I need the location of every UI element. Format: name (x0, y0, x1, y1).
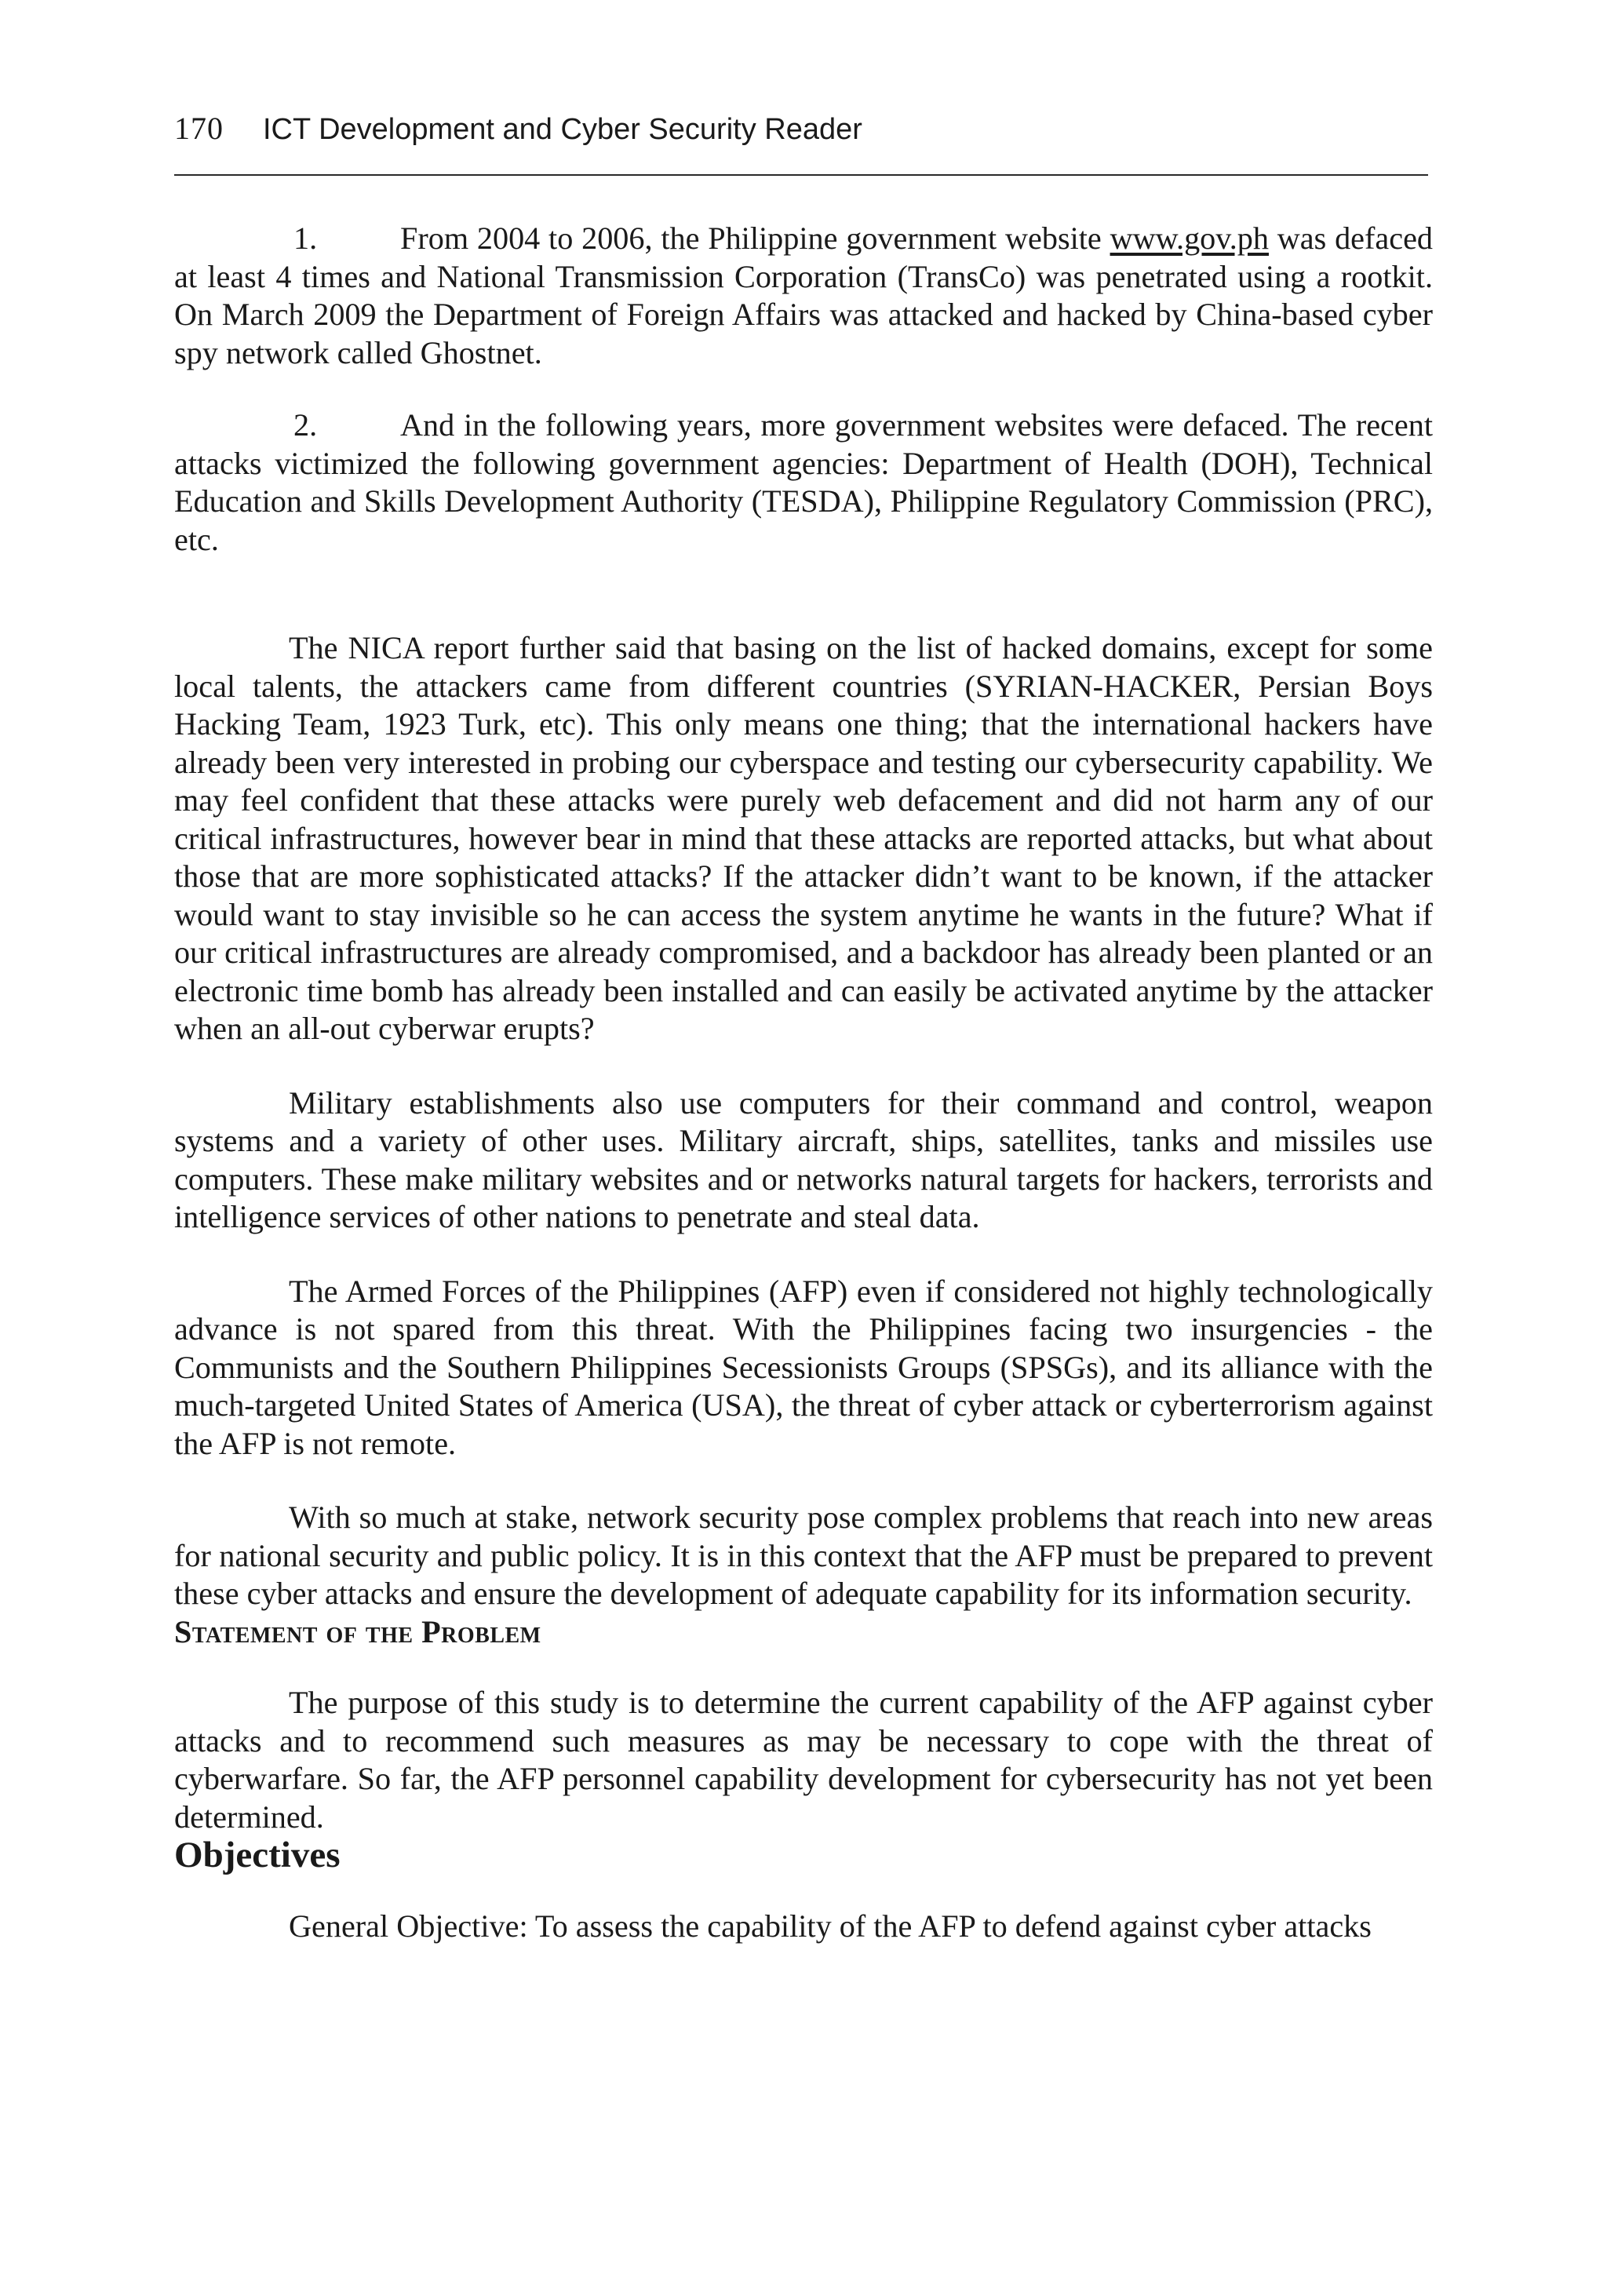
paragraph-nica-report: The NICA report further said that basing on the list of hacked domains, except for some local talents, the attackers came from different countries (SYRIAN-HACKER, Persian Boys Hacking Team, 1923 Turk, etc). This only means one thing; that the international hackers have already been very interested in probing our cyberspace and testing our cybersecurity capability. We may feel confident that these attacks were purely web defacement and did not harm any of our critical infrastructures, however bear in mind that these attacks are reported attacks, but what about those that are more sophisticated attacks? If the attacker didn’t want to be known, if the attacker would want to stay invisible so he can access the system anytime he wants in the future? What if our critical infrastructures are already compromised, and a backdoor has already been planted or an electronic time bomb has already been installed and can easily be activated anytime by the attacker when an all-out cyberwar erupts? (174, 630, 1433, 1046)
subheading-objectives: Objectives (174, 1835, 341, 1875)
page-header (174, 110, 1428, 157)
paragraph-study-purpose: The purpose of this study is to determine the current capability of the AFP against cyber attacks and to recommend such measures as may be necessary to cope with the threat of cyberwarfare. So far, the AFP personnel capability development for cybersecurity has not yet been determined. (174, 1685, 1433, 1835)
body-text (174, 220, 1433, 1945)
numbered-item-2 (174, 406, 1433, 559)
item-number: 2. (293, 407, 318, 443)
paragraph-general-objective: General Objective: To assess the capability of the AFP to defend against cyber attacks (289, 1908, 1372, 1944)
paragraph-afp-threat: The Armed Forces of the Philippines (AFP) even if considered not highly technologically advance is not spared from this threat. With the Philippines facing two insurgencies - the Communists and the Southern Philippines Secessionists Groups (SPSGs), and its alliance with the much-targeted United States of America (USA), the threat of cyber attack or cyberterrorism against the AFP is not remote. (174, 1273, 1433, 1461)
page-number: 170 (174, 111, 224, 146)
paragraph-network-security: With so much at stake, network security pose complex problems that reach into new areas for national security and public policy. It is in this context that the AFP must be prepared to prevent these cyber attacks and ensure the development of adequate capability for its information security. (174, 1500, 1433, 1611)
header-divider (174, 174, 1428, 176)
item-number: 1. (293, 220, 318, 256)
item-text-before-link: From 2004 to 2006, the Philippine government website (400, 220, 1110, 256)
section-heading-statement-of-problem: Statement of the Problem (174, 1613, 541, 1649)
paragraph-military-establishments: Military establishments also use computers for their command and control, weapon systems and a variety of other uses. Military aircraft, ships, satellites, tanks and missiles use computers. These make military websites and or networks natural targets for hackers, terrorists and intelligence services of other nations to penetrate and steal data. (174, 1084, 1433, 1234)
running-title: ICT Development and Cyber Security Reader (263, 113, 862, 146)
item-text-after-link: was defaced at least 4 times and National Transmission Corporation (TransCo) was penetrated using a rootkit. On March 2009 the Department of Foreign Affairs was attacked and hacked by China-based cyber spy network called Ghostnet. (174, 220, 1433, 370)
item-text: And in the following years, more government websites were defaced. The recent attacks victimized the following government agencies: Department of Health (DOH), Technical Education and Skills Development Authority (TESDA), Philippine Regulatory Commission (PRC), etc. (174, 407, 1433, 557)
website-link[interactable]: www.gov.ph (1110, 220, 1269, 256)
numbered-item-1 (174, 220, 1433, 372)
